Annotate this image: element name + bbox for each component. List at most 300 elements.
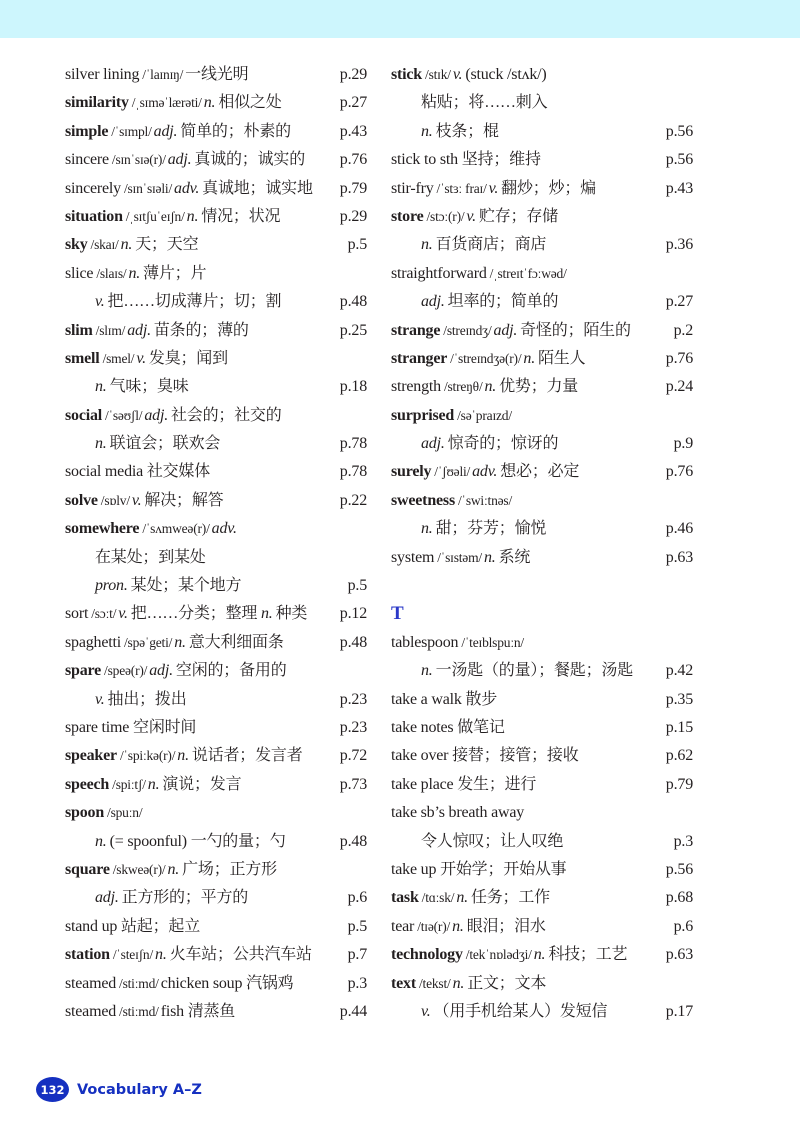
definition: 薄片；片 (143, 264, 207, 282)
part-of-speech: n. (167, 860, 180, 878)
phonetic: /sɪnˈsɪəli/ (123, 180, 173, 196)
entry-continuation (65, 373, 367, 401)
headword: spare time (65, 718, 130, 736)
definition: 真诚的；诚实的 (194, 151, 306, 169)
part-of-speech: n. (155, 946, 167, 964)
headword: slice (65, 264, 94, 282)
phonetic: /skweə(r)/ (112, 861, 166, 877)
phonetic: /ˌsɪməˈlærəti/ (131, 95, 202, 111)
headword: tablespoon (391, 633, 459, 651)
headword: take a walk (391, 690, 462, 708)
part-of-speech: v. (421, 1002, 431, 1020)
definition: 坚持；维持 (461, 151, 541, 169)
part-of-speech: n. (421, 122, 433, 140)
page-number-badge: 132 (36, 1077, 69, 1102)
headword: smell (65, 349, 100, 367)
page-reference: p.22 (338, 487, 367, 515)
headword: text (391, 974, 416, 992)
page-reference: p.36 (664, 231, 693, 259)
part-of-speech: n. (147, 775, 160, 793)
headword: take place (391, 775, 454, 793)
definition: 在某处；到某处 (95, 548, 206, 566)
headword: slim (65, 321, 93, 339)
part-of-speech: adj. (421, 293, 445, 311)
vocab-entry (65, 941, 367, 969)
definition: （用手机给某人）发短信 (433, 1002, 608, 1020)
section-title: Vocabulary A–Z (77, 1081, 202, 1098)
entry-continuation (391, 118, 693, 146)
vocab-entry (65, 402, 367, 430)
definition: 把……分类；整理 (130, 605, 258, 623)
phonetic: /spuːn/ (107, 805, 143, 821)
part-of-speech: n. (186, 207, 199, 225)
phonetic: /ˈteɪblspuːn/ (461, 634, 524, 650)
part-of-speech: n. (421, 236, 433, 254)
phonetic: /stiːmd/ (119, 975, 159, 991)
page-reference: p.43 (664, 175, 693, 203)
definition: 令人惊叹；让人叹绝 (421, 832, 564, 850)
definition: 优势；力量 (499, 378, 579, 396)
definition: 某处；某个地方 (130, 577, 242, 595)
page-reference: p.63 (664, 941, 693, 969)
part-of-speech: adj. (153, 122, 178, 140)
page-reference: p.27 (664, 288, 693, 316)
definition: 抽出；拨出 (107, 690, 187, 708)
vocab-entry (391, 970, 693, 998)
phonetic: /sɪnˈsɪə(r)/ (111, 152, 166, 168)
part-of-speech: v. (466, 207, 476, 225)
headword: sincere (65, 151, 109, 169)
part-of-speech: n. (177, 747, 189, 765)
phonetic: /stiːmd/ (119, 1003, 159, 1019)
phonetic: /ˈstreɪndʒə(r)/ (450, 350, 522, 366)
phonetic: /smel/ (102, 350, 135, 366)
vocab-entry (65, 771, 367, 799)
definition: 发臭；闻到 (148, 349, 228, 367)
page-reference: p.7 (346, 941, 367, 969)
vocab-column-right (391, 61, 693, 1026)
vocab-entry (65, 998, 367, 1026)
phonetic: /stɔː(r)/ (426, 208, 465, 224)
phonetic: /speə(r)/ (104, 663, 148, 679)
headword: speaker (65, 747, 117, 765)
part-of-speech: v. (118, 605, 128, 623)
page-reference: p.46 (664, 515, 693, 543)
part-of-speech: n. (452, 974, 465, 992)
definition: 联谊会；联欢会 (109, 435, 221, 453)
part-of-speech: n. (261, 605, 273, 623)
vocab-entry (391, 742, 693, 770)
headword: simple (65, 122, 109, 140)
headword: sky (65, 236, 88, 254)
vocab-entry (391, 402, 693, 430)
page-reference: p.9 (672, 430, 693, 458)
definition: (= spoonful) 一勺的量；勺 (109, 832, 286, 850)
headword: sort (65, 605, 89, 623)
part-of-speech: v. (452, 66, 463, 83)
vocab-entry (65, 231, 367, 259)
vocab-entry (391, 884, 693, 912)
vocab-entry (65, 317, 367, 345)
definition: 散步 (465, 690, 498, 708)
definition: 意大利细面条 (188, 633, 284, 651)
definition: 火车站；公共汽车站 (169, 946, 312, 964)
headword: square (65, 860, 110, 878)
definition: 气味；臭味 (109, 378, 189, 396)
headword: surprised (391, 406, 455, 424)
vocab-entry (65, 487, 367, 515)
page-reference: p.56 (664, 118, 693, 146)
headword: stick (391, 66, 423, 83)
phonetic: /ˈsʌmweə(r)/ (142, 521, 210, 537)
page-reference: p.76 (338, 146, 367, 174)
headword: sincerely (65, 179, 121, 197)
vocab-entry (65, 146, 367, 174)
part-of-speech: n. (452, 917, 464, 935)
vocab-entry (65, 856, 367, 884)
definition: 演说；发言 (162, 775, 242, 793)
part-of-speech: pron. (95, 577, 128, 595)
vocab-entry (391, 799, 693, 827)
headword: straightforward (391, 264, 487, 282)
definition: 简单的；朴素的 (180, 122, 291, 140)
entry-continuation (391, 288, 693, 316)
headword: silver lining (65, 66, 140, 83)
vocab-entry (391, 61, 693, 89)
page-reference: p.29 (338, 203, 367, 231)
page-reference: p.6 (346, 884, 367, 912)
part-of-speech: v. (488, 179, 499, 197)
headword: spare (65, 662, 102, 680)
definition: 说话者；发言者 (191, 747, 303, 765)
headword: take notes (391, 718, 454, 736)
phonetic: /skaɪ/ (90, 237, 119, 253)
vocab-entry (65, 458, 367, 486)
definition: 正文；文本 (467, 974, 547, 992)
page-reference: p.29 (338, 61, 367, 89)
definition: 翻炒；炒；煸 (501, 179, 596, 197)
headword: solve (65, 491, 98, 509)
vocab-entry (391, 345, 693, 373)
headword: strange (391, 321, 441, 339)
phonetic: /ˈspiːkə(r)/ (119, 748, 176, 764)
phonetic: /sɒlv/ (100, 492, 130, 508)
page-reference: p.76 (664, 345, 693, 373)
headword: steamed (65, 974, 117, 992)
vocab-entry (391, 913, 693, 941)
headword: take over (391, 747, 449, 765)
definition: 种类 (275, 605, 308, 623)
vocab-entry (391, 175, 693, 203)
vocab-entry (65, 61, 367, 89)
entry-continuation (391, 515, 693, 543)
entry-continuation (65, 430, 367, 458)
phonetic: /slaɪs/ (96, 265, 127, 281)
vocab-entry (65, 970, 367, 998)
page-reference: p.5 (346, 572, 367, 600)
definition: 站起；起立 (121, 917, 201, 935)
page-reference: p.17 (664, 998, 693, 1026)
definition: 坦率的；简单的 (447, 293, 559, 311)
headword: technology (391, 946, 463, 964)
headword: stir-fry (391, 179, 434, 197)
phonetic: /spəˈgeti/ (123, 634, 173, 650)
phonetic: /ˌstreɪtˈfɔːwəd/ (489, 265, 567, 281)
vocab-entry (65, 345, 367, 373)
entry-continuation (391, 89, 693, 117)
vocab-entry (65, 629, 367, 657)
page-reference: p.15 (664, 714, 693, 742)
part-of-speech: v. (95, 690, 105, 708)
vocab-entry (65, 742, 367, 770)
vocab-entry (391, 714, 693, 742)
vocab-entry (65, 203, 367, 231)
part-of-speech: n. (484, 378, 497, 396)
part-of-speech: n. (120, 236, 133, 254)
vocab-entry (65, 89, 367, 117)
definition: (stuck /stʌk/) (465, 66, 547, 83)
page-reference: p.44 (338, 998, 367, 1026)
definition: 想必；必定 (500, 463, 580, 481)
definition: 苗条的；薄的 (153, 321, 249, 339)
vocab-entry (391, 629, 693, 657)
headword: store (391, 207, 424, 225)
definition: 社交媒体 (146, 463, 211, 481)
vocab-entry (391, 203, 693, 231)
phonetic: /ˈstɜː fraɪ/ (436, 180, 487, 196)
vocab-entry (391, 686, 693, 714)
page-reference: p.25 (338, 317, 367, 345)
vocab-entry (391, 458, 693, 486)
definition: 一线光明 (185, 66, 249, 83)
definition: 任务；工作 (470, 889, 550, 907)
definition: 正方形的；平方的 (121, 889, 249, 907)
page-reference: p.73 (338, 771, 367, 799)
phonetic: /slɪm/ (95, 322, 126, 338)
definition: 惊奇的；惊讶的 (447, 435, 559, 453)
page-reference: p.43 (338, 118, 367, 146)
spacer (391, 572, 693, 600)
vocab-entry (391, 771, 693, 799)
headword: similarity (65, 94, 129, 112)
page-reference: p.3 (346, 970, 367, 998)
page-reference: p.48 (338, 629, 367, 657)
page-reference: p.68 (664, 884, 693, 912)
vocab-entry (391, 856, 693, 884)
entry-continuation (391, 998, 693, 1026)
vocab-entry (391, 260, 693, 288)
page-reference: p.78 (338, 458, 367, 486)
headword: spoon (65, 804, 105, 822)
headword: station (65, 946, 110, 964)
definition: 眼泪；泪水 (466, 917, 546, 935)
definition: chicken soup 汽锅鸡 (160, 974, 294, 992)
definition: 陌生人 (538, 349, 586, 367)
header-band (0, 0, 800, 38)
vocab-entry (65, 175, 367, 203)
definition: 奇怪的；陌生的 (520, 321, 631, 339)
part-of-speech: v. (95, 293, 105, 311)
headword: stranger (391, 349, 448, 367)
headword: strength (391, 378, 441, 396)
definition: 空闲时间 (133, 718, 197, 736)
vocab-entry (391, 487, 693, 515)
page-reference: p.78 (338, 430, 367, 458)
vocab-entry (391, 146, 693, 174)
definition: 粘贴；将……刺入 (421, 94, 548, 112)
part-of-speech: adj. (144, 406, 168, 424)
part-of-speech: n. (95, 378, 107, 396)
entry-continuation (65, 884, 367, 912)
phonetic: /streɪndʒ/ (443, 322, 492, 338)
vocab-entry (391, 373, 693, 401)
phonetic: /səˈpraɪzd/ (457, 407, 512, 423)
page-reference: p.27 (338, 89, 367, 117)
headword: situation (65, 207, 123, 225)
definition: 发生；进行 (457, 775, 537, 793)
headword: take sb’s breath away (391, 804, 525, 822)
definition: 枝条；棍 (435, 122, 499, 140)
part-of-speech: n. (533, 946, 546, 964)
part-of-speech: n. (174, 633, 186, 651)
headword: task (391, 889, 419, 907)
part-of-speech: n. (203, 94, 216, 112)
entry-continuation (65, 572, 367, 600)
vocab-entry (65, 913, 367, 941)
headword: spaghetti (65, 633, 121, 651)
letter-heading: T (391, 603, 404, 625)
definition: 相似之处 (218, 94, 282, 112)
definition: 情况；状况 (201, 207, 281, 225)
definition: 空闲的；备用的 (175, 662, 287, 680)
page-reference: p.72 (338, 742, 367, 770)
phonetic: /ˈsəʊʃl/ (105, 407, 143, 423)
vocab-entry (65, 600, 367, 628)
page-reference: p.48 (338, 288, 367, 316)
part-of-speech: n. (95, 435, 107, 453)
part-of-speech: n. (483, 548, 496, 566)
part-of-speech: adj. (95, 889, 119, 907)
page-reference: p.12 (338, 600, 367, 628)
page-reference: p.63 (664, 544, 693, 572)
entry-continuation (391, 657, 693, 685)
definition: 贮存；存储 (478, 207, 558, 225)
part-of-speech: n. (523, 349, 535, 367)
definition: 解决；解答 (144, 491, 224, 509)
entry-continuation (65, 686, 367, 714)
headword: sweetness (391, 491, 455, 509)
page-reference: p.23 (338, 686, 367, 714)
definition: 把……切成薄片；切；割 (107, 293, 282, 311)
phonetic: /tɪə(r)/ (417, 918, 451, 934)
definition: 做笔记 (457, 718, 505, 736)
phonetic: /ˈsɪmpl/ (111, 123, 152, 139)
definition: 天；天空 (135, 236, 199, 254)
page-reference: p.23 (338, 714, 367, 742)
part-of-speech: adj. (127, 321, 151, 339)
headword: stand up (65, 917, 118, 935)
vocab-column-left (65, 61, 367, 1026)
phonetic: /ˈsɪstəm/ (437, 549, 482, 565)
vocab-entry (65, 714, 367, 742)
headword: social (65, 406, 103, 424)
vocab-entry (391, 317, 693, 345)
entry-continuation (391, 828, 693, 856)
page-reference: p.79 (338, 175, 367, 203)
vocab-entry (391, 941, 693, 969)
page-reference: p.18 (338, 373, 367, 401)
vocab-entry (65, 515, 367, 543)
page-reference: p.6 (672, 913, 693, 941)
definition: 一汤匙（的量）；餐匙；汤匙 (435, 662, 634, 680)
page-reference: p.5 (346, 913, 367, 941)
definition: 开始学；开始从事 (440, 860, 567, 878)
phonetic: /spiːtʃ/ (112, 776, 146, 792)
headword: system (391, 548, 435, 566)
definition: 真诚地；诚实地 (202, 179, 313, 197)
part-of-speech: n. (421, 520, 433, 538)
part-of-speech: v. (136, 349, 146, 367)
page-reference: p.48 (338, 828, 367, 856)
page-footer (36, 1077, 202, 1102)
headword: steamed (65, 1002, 117, 1020)
entry-continuation (391, 231, 693, 259)
page-reference: p.5 (346, 231, 367, 259)
definition: fish 清蒸鱼 (160, 1002, 236, 1020)
phonetic: /ˈlaɪnɪŋ/ (142, 67, 184, 82)
headword: stick to sth (391, 151, 458, 169)
page-reference: p.76 (664, 458, 693, 486)
headword: social media (65, 463, 144, 481)
part-of-speech: n. (128, 264, 141, 282)
part-of-speech: n. (421, 662, 433, 680)
page-reference: p.2 (672, 317, 693, 345)
headword: speech (65, 775, 110, 793)
definition: 科技；工艺 (548, 946, 628, 964)
part-of-speech: adj. (167, 151, 192, 169)
part-of-speech: adv. (472, 463, 498, 481)
entry-continuation (65, 288, 367, 316)
vocab-entry (65, 118, 367, 146)
vocab-entry (65, 657, 367, 685)
vocab-entry (65, 260, 367, 288)
headword: take up (391, 860, 437, 878)
phonetic: /tɑːsk/ (421, 890, 455, 906)
page-reference: p.3 (672, 828, 693, 856)
phonetic: /streŋθ/ (443, 379, 483, 395)
page-reference: p.56 (664, 146, 693, 174)
part-of-speech: n. (456, 889, 468, 907)
phonetic: /sɔːt/ (91, 606, 117, 622)
phonetic: /stɪk/ (425, 67, 451, 82)
phonetic: /tekˈnɒlədʒi/ (465, 947, 532, 963)
page-reference: p.56 (664, 856, 693, 884)
part-of-speech: adv. (211, 520, 237, 538)
headword: somewhere (65, 520, 140, 538)
phonetic: /ˈʃʊəli/ (434, 464, 471, 480)
definition: 甜；芬芳；愉悦 (435, 520, 547, 538)
page-reference: p.79 (664, 771, 693, 799)
definition: 广场；正方形 (182, 860, 277, 878)
part-of-speech: v. (131, 491, 142, 509)
page-reference: p.42 (664, 657, 693, 685)
phonetic: /ˈsteɪʃn/ (112, 947, 154, 963)
vocab-entry (391, 544, 693, 572)
headword: tear (391, 917, 415, 935)
phonetic: /ˈswiːtnəs/ (457, 492, 513, 508)
definition: 社会的；社交的 (171, 406, 282, 424)
part-of-speech: adj. (493, 321, 518, 339)
